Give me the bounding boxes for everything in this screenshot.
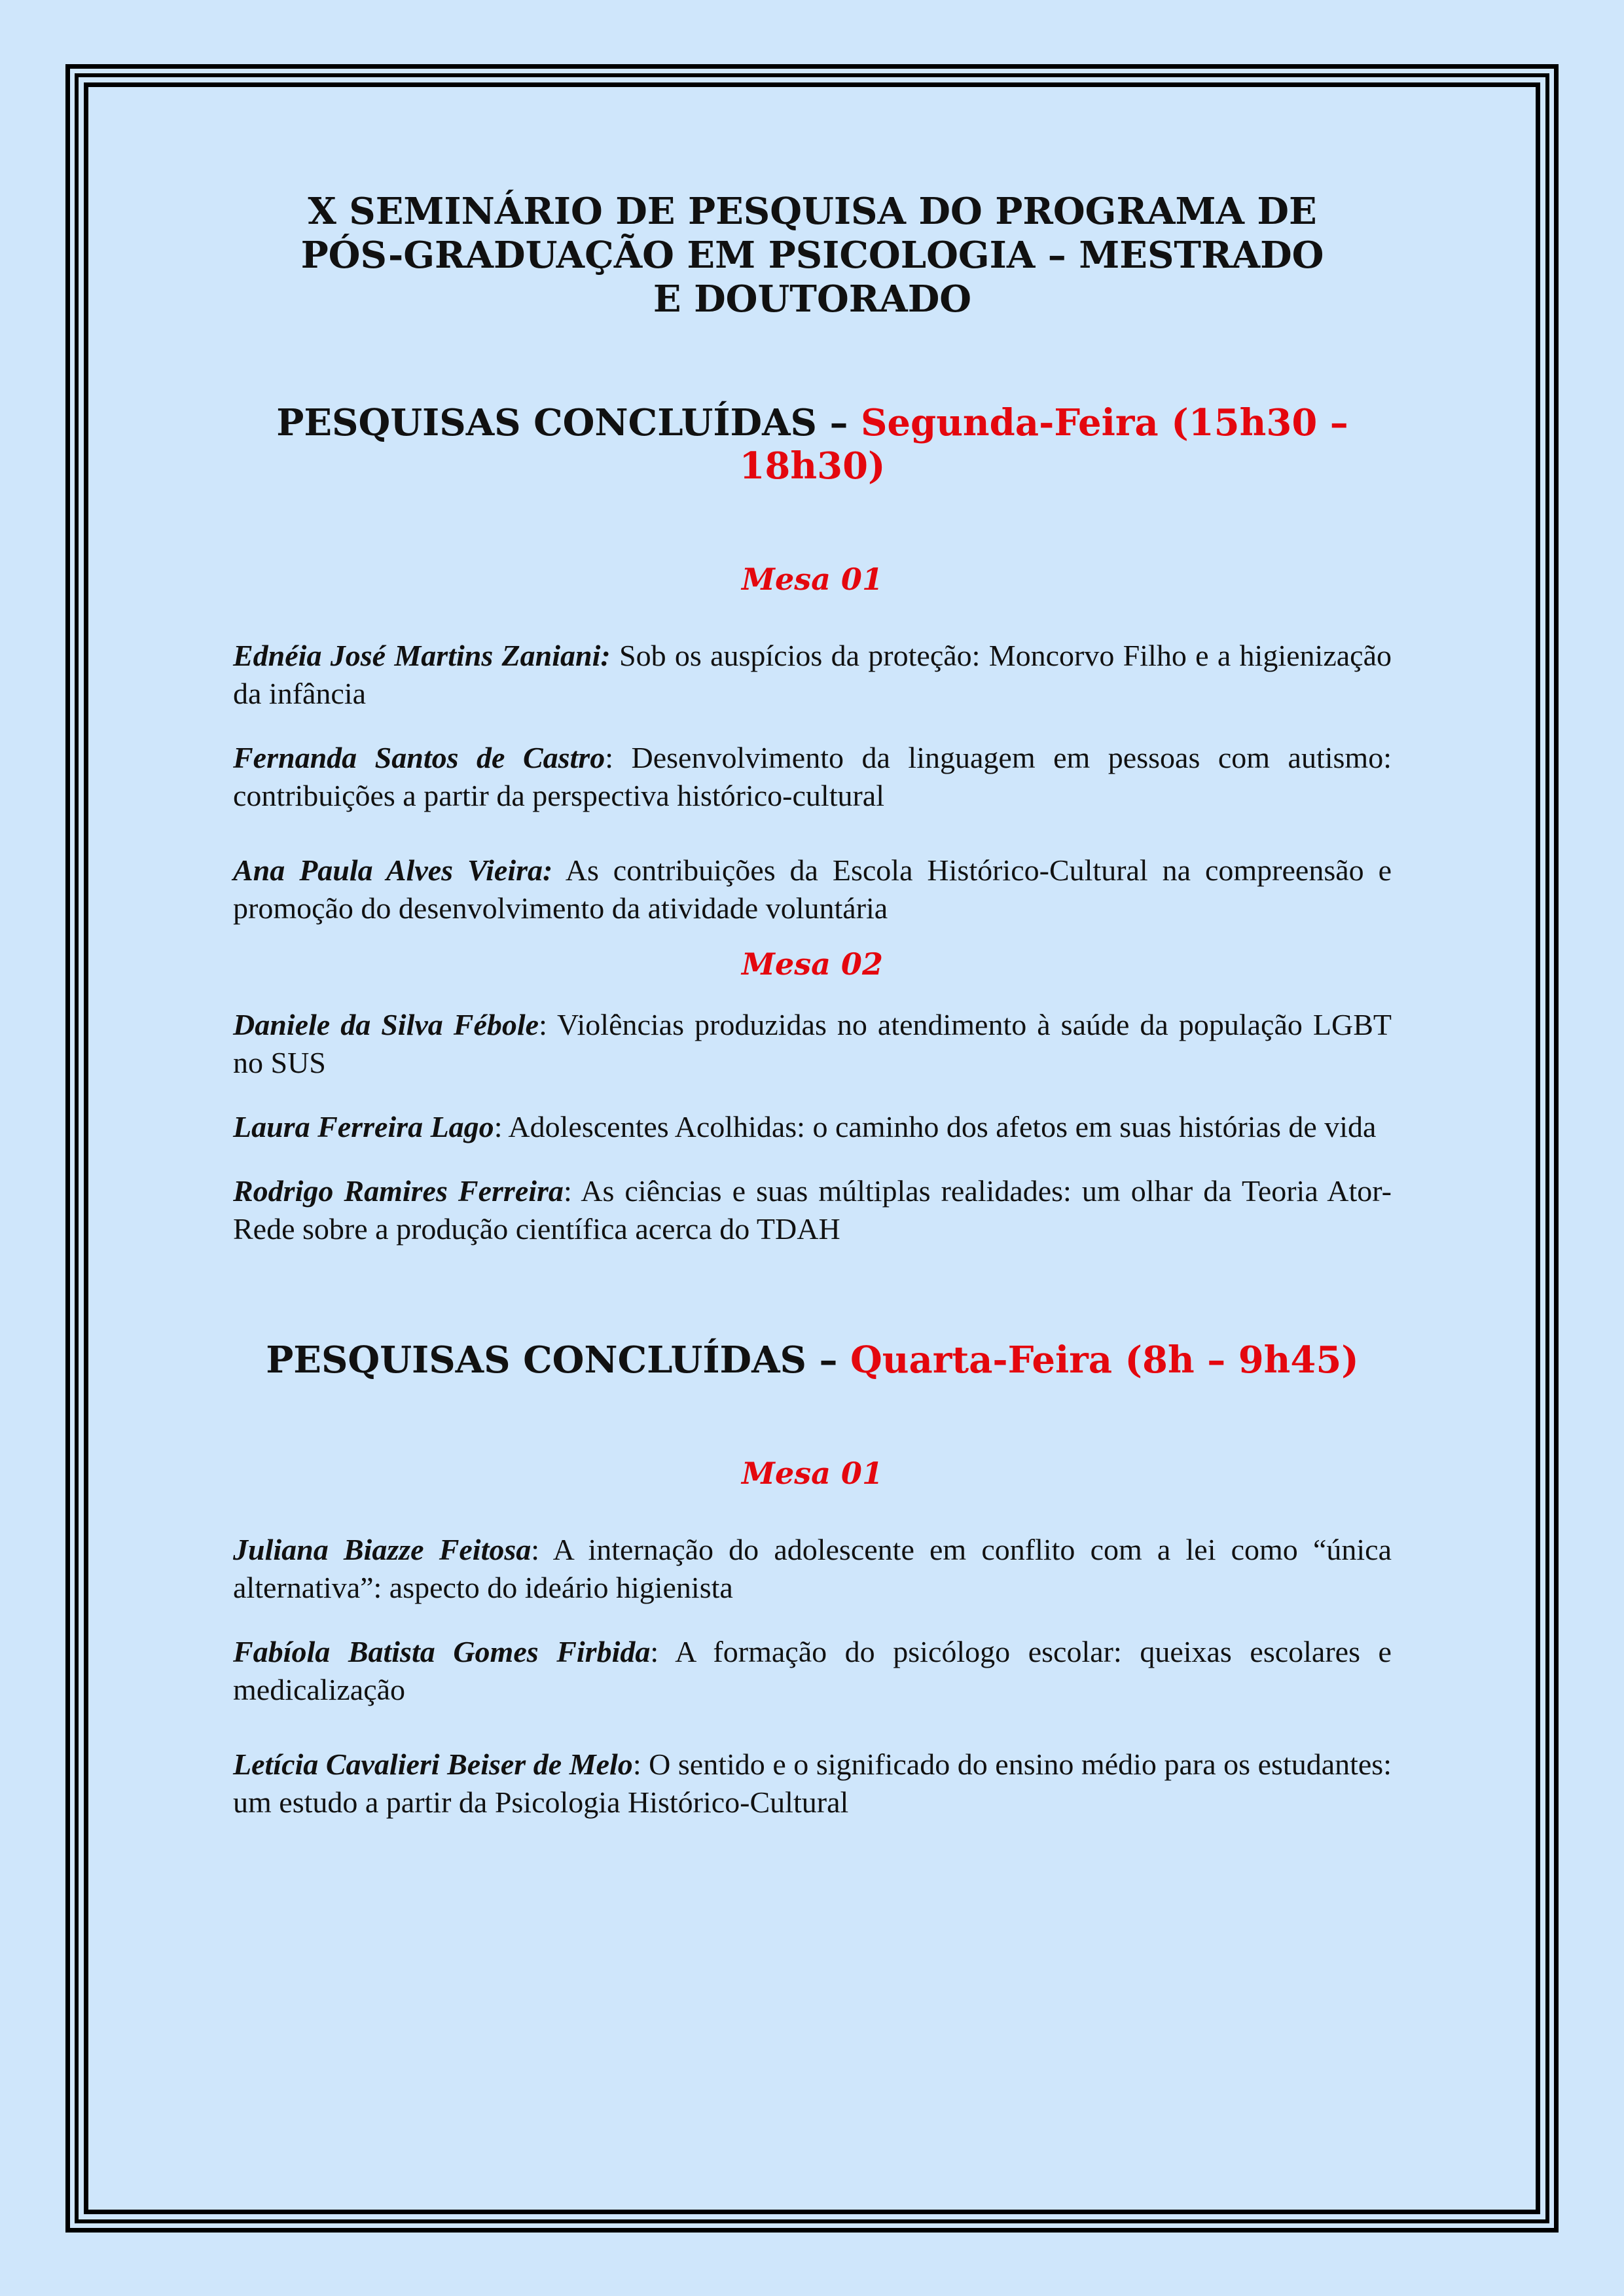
entry-author: Letícia Cavalieri Beiser de Melo xyxy=(233,1748,633,1781)
section-day-time: Quarta-Feira (8h – 9h45) xyxy=(850,1338,1359,1382)
entry-author: Ana Paula Alves Vieira: xyxy=(233,853,553,887)
entry-author: Rodrigo Ramires Ferreira xyxy=(233,1174,564,1208)
entry-title: : A internação do adolescente em conflito com a lei como “única alternativa”: aspecto do ideário higienista xyxy=(233,1533,1392,1604)
entry-author: Ednéia José Martins Zaniani: xyxy=(233,639,611,672)
section-heading-dash: – xyxy=(806,1338,850,1382)
entry-title: : As ciências e suas múltiplas realidades: um olhar da Teoria Ator-Rede sobre a produção científica acerca do TDAH xyxy=(233,1174,1392,1246)
section-heading-quarta xyxy=(233,1338,1392,1382)
research-entry xyxy=(233,852,1392,927)
research-entry xyxy=(233,1108,1392,1146)
entry-title: : Desenvolvimento da linguagem em pessoas com autismo: contribuições a partir da perspectiva histórico-cultural xyxy=(233,741,1392,812)
section-day-time: Segunda-Feira (15h30 – 18h30) xyxy=(739,401,1348,488)
mesa-label: Mesa 02 xyxy=(742,946,883,982)
entry-title: Sob os auspícios da proteção: Moncorvo Filho e a higienização da infância xyxy=(233,639,1392,710)
mesa-label: Mesa 01 xyxy=(742,562,883,597)
entry-title: : A formação do psicólogo escolar: queixas escolares e medicalização xyxy=(233,1635,1392,1706)
entry-author: Juliana Biazze Feitosa xyxy=(233,1533,532,1566)
title-line-3: E DOUTORADO xyxy=(653,278,972,321)
research-entry xyxy=(233,1746,1392,1821)
document-body xyxy=(233,190,1392,1821)
research-entry xyxy=(233,1172,1392,1248)
page-title xyxy=(233,190,1392,321)
research-entry xyxy=(233,1006,1392,1082)
mesa-label: Mesa 01 xyxy=(742,1456,883,1491)
section-heading-dash: – xyxy=(816,401,861,444)
section-heading-segunda xyxy=(233,401,1392,488)
entry-title: : Violências produzidas no atendimento à saúde da população LGBT no SUS xyxy=(233,1008,1392,1079)
research-entry xyxy=(233,637,1392,713)
entry-title: : Adolescentes Acolhidas: o caminho dos afetos em suas histórias de vida xyxy=(494,1110,1377,1143)
section-heading-label: PESQUISAS CONCLUÍDAS xyxy=(276,401,817,444)
research-entry xyxy=(233,1633,1392,1709)
research-entry xyxy=(233,1531,1392,1607)
section-heading-label: PESQUISAS CONCLUÍDAS xyxy=(266,1338,806,1382)
entry-author: Laura Ferreira Lago xyxy=(233,1110,494,1143)
title-line-1: X SEMINÁRIO DE PESQUISA DO PROGRAMA DE xyxy=(308,190,1317,233)
entry-title: As contribuições da Escola Histórico-Cultural na compreensão e promoção do desenvolvimento da atividade voluntária xyxy=(233,853,1392,925)
entry-title: : O sentido e o significado do ensino médio para os estudantes: um estudo a partir da Psicologia Histórico-Cultural xyxy=(233,1748,1392,1819)
entry-author: Fernanda Santos de Castro xyxy=(233,741,605,774)
research-entry xyxy=(233,739,1392,815)
entry-author: Fabíola Batista Gomes Firbida xyxy=(233,1635,651,1668)
title-line-2: PÓS-GRADUAÇÃO EM PSICOLOGIA – MESTRADO xyxy=(300,234,1324,277)
entry-author: Daniele da Silva Fébole xyxy=(233,1008,539,1041)
